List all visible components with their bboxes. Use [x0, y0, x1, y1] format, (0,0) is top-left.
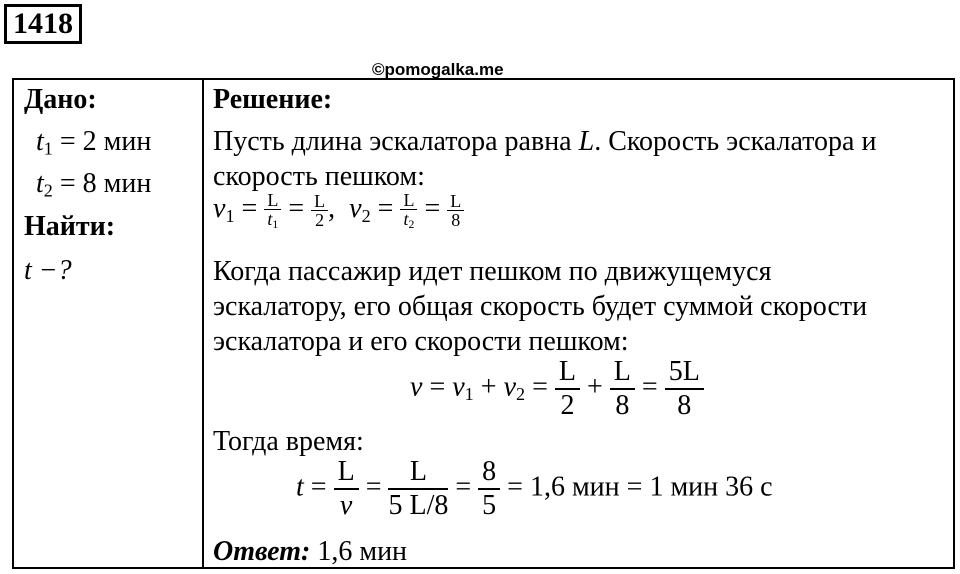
formula-velocities: $v_1$ = $\frac{L}{t_1}$ = $\frac{L}{2}$ , $v_2$ = $\frac{L}{t_2}$ = $\frac{L}{8}$ [213, 191, 464, 231]
problem-number: 1418 [4, 4, 82, 44]
solution-heading: Решение: [213, 84, 333, 115]
find-heading: Найти: [24, 211, 116, 242]
column-divider [202, 78, 204, 569]
given-heading: Дано: [24, 84, 97, 115]
given-t2: $t_2 = 8$ мин [36, 168, 152, 201]
solution-text-line: эскалатора и его скорости пешком: [213, 326, 629, 357]
solution-text-line: эскалатору, его общая скорость будет суммой скорости [213, 291, 868, 322]
solution-text-line: Тогда время: [213, 426, 364, 457]
solution-text-line: Когда пассажир идет пешком по движущемуся [213, 256, 772, 287]
formula-sum-velocity: $v = v_1 + v_2$ = $\frac{L}{2}$ + $\frac{L}{8}$ = $\frac{5L}{8}$ [410, 358, 704, 420]
watermark: ©pomogalka.me [372, 60, 504, 79]
find-value: t −? [24, 255, 72, 286]
answer: Ответ: 1,6 мин [213, 536, 408, 567]
solution-text-line: скорость пешком: [213, 161, 425, 192]
formula-time: t = $\frac{L}{v}$ = $\frac{L}{5 L/8}$ = $\frac{8}{5}$ = 1,6 мин = 1 мин 36 с [296, 456, 773, 521]
given-t1: $t_1 = 2$ мин [36, 126, 152, 159]
solution-text-line: Пусть длина эскалатора равна L. Скорость эскалатора и [213, 126, 877, 157]
